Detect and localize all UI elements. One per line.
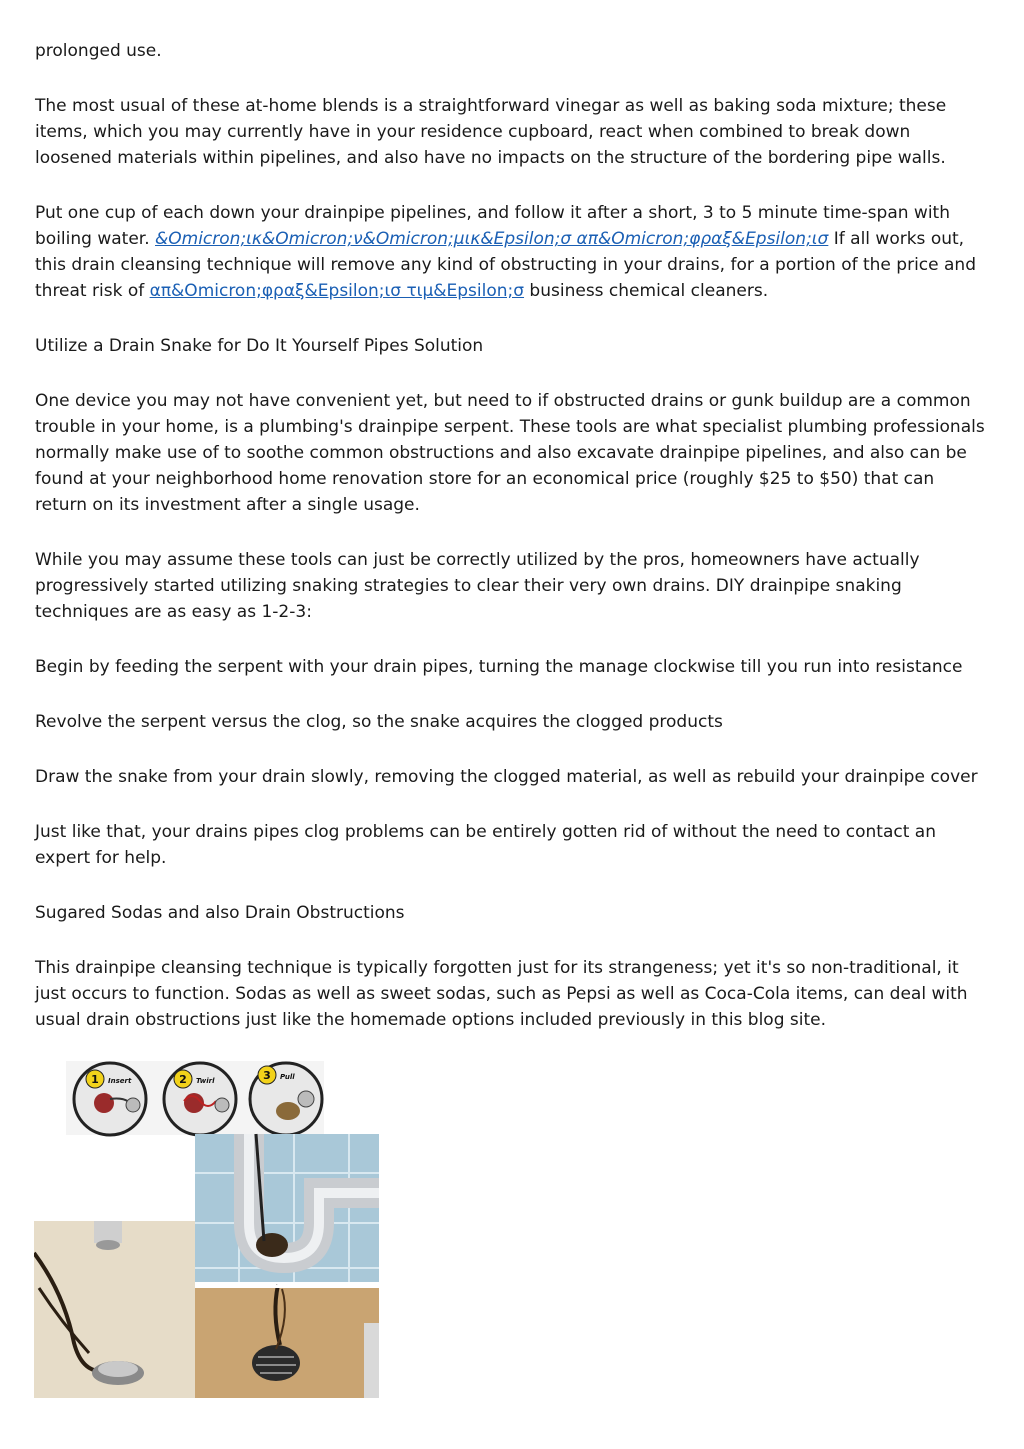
paragraph-boiling-water [35,200,990,304]
step-draw-snake: Draw the snake from your drain slowly, removing the clogged material, as well as rebuild your drainpipe cover [35,767,978,787]
paragraph-vinegar-baking-soda: The most usual of these at-home blends is a straightforward vinegar as well as baking soda mixture; these items, which you may currently have in your residence cupboard, react when combined to break down loosened materials within pipelines, and also have no impacts on the structure of the bordering pipe walls. [35,96,947,168]
step-pull-circle [250,1063,322,1135]
paragraph-snaking-strategies: While you may assume these tools can just be correctly utilized by the pros, homeowners have actually progressively started utilizing snaking strategies to clear their very own drains. DIY drainpipe snaking techniques are as easy as 1-2-3: [35,550,920,622]
heading-drain-snake: Utilize a Drain Snake for Do It Yourself Pipes Solution [35,336,484,356]
p-trap-photo [195,1134,379,1282]
paragraph-text: If all works out, this drain cleansing technique will remove any kind of obstructing in your drains, for a portion of the price and threat risk of [35,229,976,301]
step-pull-label: Pull [280,1073,295,1081]
paragraph-sodas: This drainpipe cleansing technique is typically forgotten just for its strangeness; yet it's so non-traditional, it just occurs to function. Sodas as well as sweet sodas, such as Pepsi as well as Coca-Cola items, can deal with usual drain obstructions just like the homemade options included previously in this blog site. [35,958,968,1030]
link-oikonomikes-apofraxeis[interactable]: &Omicron;ικ&Omicron;ν&Omicron;μικ&Epsilon;σ απ&Omicron;φραξ&Epsilon;ισ [155,229,829,249]
paragraph-text: Put one cup of each down your drainpipe pipelines, and follow it after a short, 3 to 5 minute time-span with boiling water. [35,203,950,249]
step-twirl-number: 2 [179,1073,187,1086]
article-body [35,38,990,1033]
step-revolve-serpent: Revolve the serpent versus the clog, so the snake acquires the clogged products [35,712,723,732]
step-insert-number: 1 [91,1073,99,1086]
step-feed-serpent: Begin by feeding the serpent with your drain pipes, turning the manage clockwise till you run into resistance [35,657,963,677]
paragraph-drain-serpent: One device you may not have convenient yet, but need to if obstructed drains or gunk buildup are a common trouble in your home, is a plumbing's drainpipe serpent. These tools are what specialist plumbing professionals normally make use of to soothe common obstructions and also excavate drainpipe pipelines, and also can be found at your neighborhood home renovation store for an economical price (roughly $25 to $50) that can return on its investment after a single usage. [35,391,985,515]
step-insert-label: Insert [108,1077,132,1085]
step-twirl-label: Twirl [196,1077,215,1085]
paragraph-text: business chemical cleaners. [524,281,769,301]
heading-sugared-sodas: Sugared Sodas and also Drain Obstructions [35,903,405,923]
step-twirl-circle [164,1063,236,1135]
drain-snake-photo-collage [34,1053,379,1398]
link-apofraxeis-times[interactable]: απ&Omicron;φραξ&Epsilon;ισ τιμ&Epsilon;σ [149,281,525,301]
sink-drain-photo [34,1221,195,1398]
step-pull-number: 3 [263,1069,271,1082]
paragraph-clog-gone: Just like that, your drains pipes clog problems can be entirely gotten rid of without the need to contact an expert for help. [35,822,936,868]
step-insert-circle [74,1063,146,1135]
paragraph-prolonged-use: prolonged use. [35,41,162,61]
floor-drain-photo [195,1285,379,1398]
